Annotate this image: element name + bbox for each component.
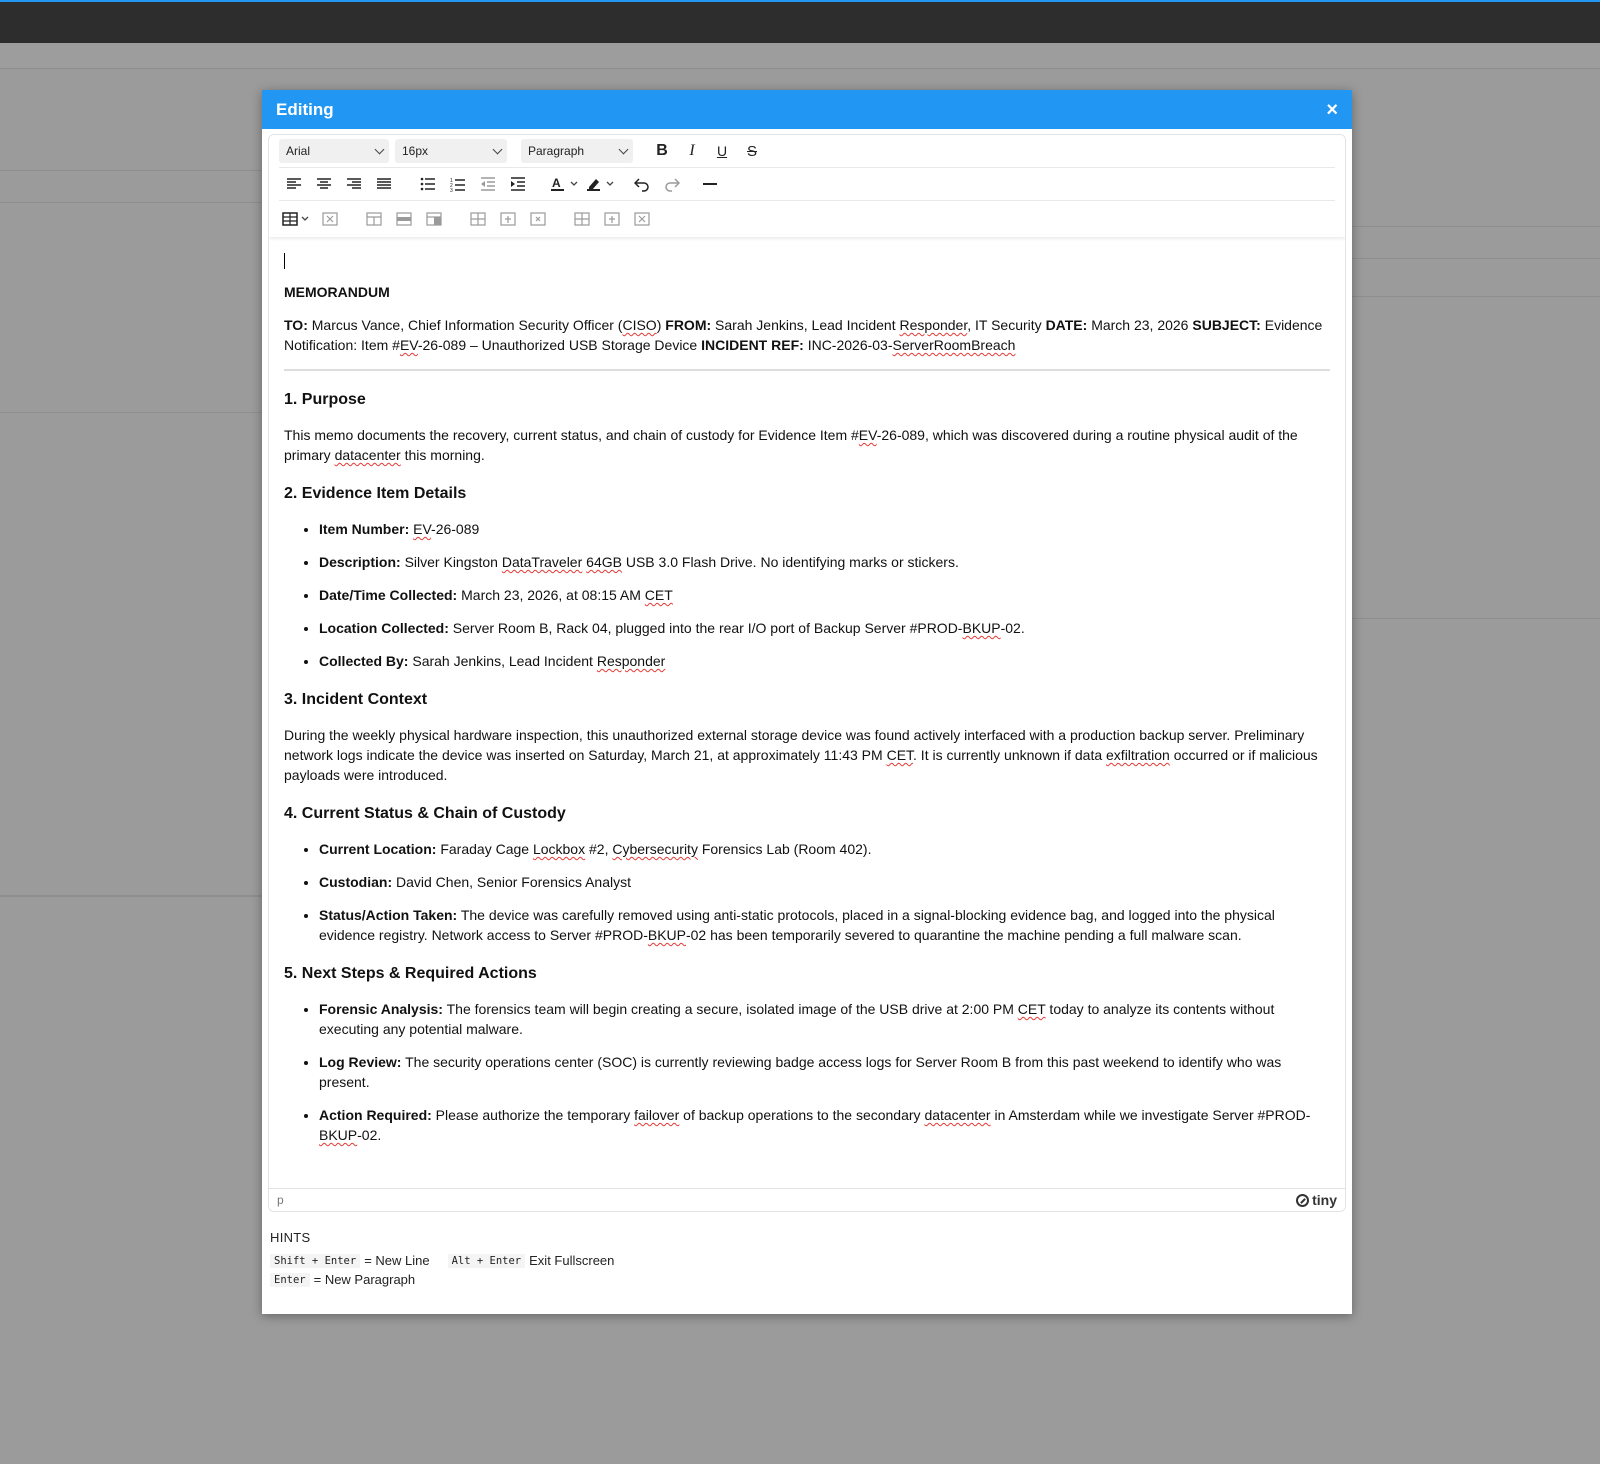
indent-icon[interactable] (503, 170, 533, 198)
block-format-select[interactable] (521, 139, 633, 163)
tiny-brand-label: tiny (1312, 1192, 1337, 1208)
block-format-value: Paragraph (528, 144, 585, 158)
element-path[interactable]: p (277, 1193, 284, 1207)
list-item: • Log Review: The security operations center (SOC) is currently reviewing badge access logs for Server Room B from this past weekend to identify who was present. (319, 1052, 1330, 1092)
svg-text:3: 3 (450, 187, 453, 192)
list-item: • Date/Time Collected: March 23, 2026, at 08:15 AM CET (319, 585, 1330, 605)
memo-header: TO: Marcus Vance, Chief Information Security Officer (CISO) FROM: Sarah Jenkins, Lead Incident Responder, IT Security DATE: March 23, 2026 SUBJECT: Evidence Notification: Item #EV-26-089 – Unauthorized USB Storage Device INCIDENT REF: INC-2026-03-ServerRoomBreach (284, 317, 1323, 353)
table-col-props-icon[interactable] (463, 205, 493, 233)
background-divider (1352, 226, 1600, 227)
heading-next-steps: 5. Next Steps & Required Actions (284, 965, 537, 982)
list-item: • Collected By: Sarah Jenkins, Lead Incident Responder (319, 651, 1330, 671)
heading-purpose: 1. Purpose (284, 391, 366, 408)
heading-incident-context: 3. Incident Context (284, 691, 428, 708)
svg-text:1: 1 (450, 177, 453, 184)
evidence-details-list (319, 519, 1330, 671)
italic-button[interactable]: I (689, 142, 695, 159)
list-item: • Custodian: David Chen, Senior Forensics Analyst (319, 872, 1330, 892)
font-size-select[interactable] (395, 139, 507, 163)
alt-enter-text: Exit Fullscreen (529, 1253, 615, 1268)
background-divider (0, 895, 262, 897)
table-cell-merge-icon[interactable] (597, 205, 627, 233)
heading-evidence-details: 2. Evidence Item Details (284, 485, 467, 502)
heading-current-status: 4. Current Status & Chain of Custody (284, 805, 566, 822)
table-cell-split-icon[interactable] (567, 205, 597, 233)
strikethrough-button[interactable]: S (746, 142, 757, 160)
align-center-icon[interactable] (309, 170, 339, 198)
modal-header (262, 90, 1352, 129)
tiny-brand-link[interactable] (1296, 1192, 1337, 1208)
svg-text:2: 2 (450, 182, 453, 189)
hints-panel (270, 1230, 632, 1291)
align-right-icon[interactable] (339, 170, 369, 198)
horizontal-rule-icon[interactable] (695, 170, 725, 198)
font-family-select[interactable] (279, 139, 389, 163)
context-paragraph: During the weekly physical hardware inspection, this unauthorized external storage device was found actively interfaced with a production backup server. Preliminary network logs indicate the device was inserted on Saturday, March 21, at approximately 11:43 PM CET. It is currently unknown if data exfiltration occurred or if malicious payloads were introduced. (284, 727, 1318, 783)
background-subheader (0, 43, 1600, 69)
table-cell-props-icon[interactable] (627, 205, 657, 233)
list-item: • Description: Silver Kingston DataTraveler 64GB USB 3.0 Flash Drive. No identifying marks or stickers. (319, 552, 1330, 572)
chevron-down-icon (493, 144, 503, 154)
enter-text: = New Paragraph (313, 1272, 416, 1287)
background-divider (1352, 618, 1600, 619)
outdent-icon[interactable] (473, 170, 503, 198)
underline-button[interactable]: U (716, 143, 728, 159)
modal-title: Editing (276, 99, 334, 119)
list-item: • Status/Action Taken: The device was carefully removed using anti-static protocols, placed in a signal-blocking evidence bag, and logged into the physical evidence registry. Network access to Server #PROD-BKUP-02 has been temporarily severed to quarantine the machine pending a full malware scan. (319, 905, 1330, 945)
chevron-down-icon (375, 144, 385, 154)
background-divider (1352, 296, 1600, 297)
next-steps-list (319, 999, 1330, 1145)
editor-statusbar (269, 1188, 1345, 1211)
memo-divider (284, 369, 1330, 371)
background-divider (1352, 258, 1600, 259)
list-item: • Item Number: EV-26-089 (319, 519, 1330, 539)
table-row-insert-before-icon[interactable] (389, 205, 419, 233)
alt-enter-key: Alt + Enter (448, 1254, 526, 1268)
hint-row (270, 1253, 632, 1268)
text-color-icon[interactable] (547, 170, 583, 198)
toolbar-row-format (279, 135, 1335, 168)
status-list (319, 839, 1330, 945)
align-left-icon[interactable] (279, 170, 309, 198)
list-item: • Location Collected: Server Room B, Rack 04, plugged into the rear I/O port of Backup Server #PROD-BKUP-02. (319, 618, 1330, 638)
redo-icon[interactable] (657, 170, 687, 198)
toolbar-row-paragraph (279, 168, 1335, 201)
bullet-list-icon[interactable] (413, 170, 443, 198)
table-delete-icon[interactable] (315, 205, 345, 233)
numbered-list-icon[interactable] (443, 170, 473, 198)
background-divider (0, 170, 262, 171)
memo-title: MEMORANDUM (284, 284, 390, 300)
background-divider (0, 202, 262, 203)
editing-modal (262, 90, 1352, 1314)
toolbar-row-table (279, 201, 1335, 237)
highlight-color-icon[interactable] (583, 170, 619, 198)
undo-icon[interactable] (627, 170, 657, 198)
editor-toolbar (269, 135, 1345, 237)
hints-title: HINTS (270, 1230, 311, 1245)
background-divider (0, 412, 262, 413)
table-insert-icon[interactable] (279, 205, 315, 233)
tiny-logo-icon (1296, 1194, 1309, 1207)
editor-content-area[interactable] (269, 239, 1345, 1189)
close-button[interactable]: × (1326, 98, 1338, 121)
list-item: • Forensic Analysis: The forensics team will begin creating a secure, isolated image of the USB drive at 2:00 PM CET today to analyze its contents without executing any potential malware. (319, 999, 1330, 1039)
list-item: • Action Required: Please authorize the temporary failover of backup operations to the secondary datacenter in Amsterdam while we investigate Server #PROD-BKUP-02. (319, 1105, 1330, 1145)
purpose-paragraph: This memo documents the recovery, current status, and chain of custody for Evidence Item #EV-26-089, which was discovered during a routine physical audit of the primary datacenter this morning. (284, 427, 1298, 463)
align-justify-icon[interactable] (369, 170, 399, 198)
table-col-delete-icon[interactable] (523, 205, 553, 233)
app-top-bar (0, 0, 1600, 43)
font-family-value: Arial (286, 144, 311, 158)
svg-text:A: A (552, 176, 561, 190)
rich-text-editor (268, 134, 1346, 1212)
text-caret (284, 253, 285, 269)
font-size-value: 16px (402, 144, 429, 158)
shift-enter-text: = New Line (364, 1253, 430, 1268)
table-row-props-icon[interactable] (359, 205, 389, 233)
table-col-insert-icon[interactable] (493, 205, 523, 233)
hint-row (270, 1272, 632, 1287)
bold-button[interactable]: B (656, 142, 668, 159)
enter-key: Enter (270, 1273, 310, 1287)
chevron-down-icon (619, 144, 629, 154)
list-item: • Current Location: Faraday Cage Lockbox #2, Cybersecurity Forensics Lab (Room 402). (319, 839, 1330, 859)
shift-enter-key: Shift + Enter (270, 1254, 360, 1268)
table-row-insert-after-icon[interactable] (419, 205, 449, 233)
